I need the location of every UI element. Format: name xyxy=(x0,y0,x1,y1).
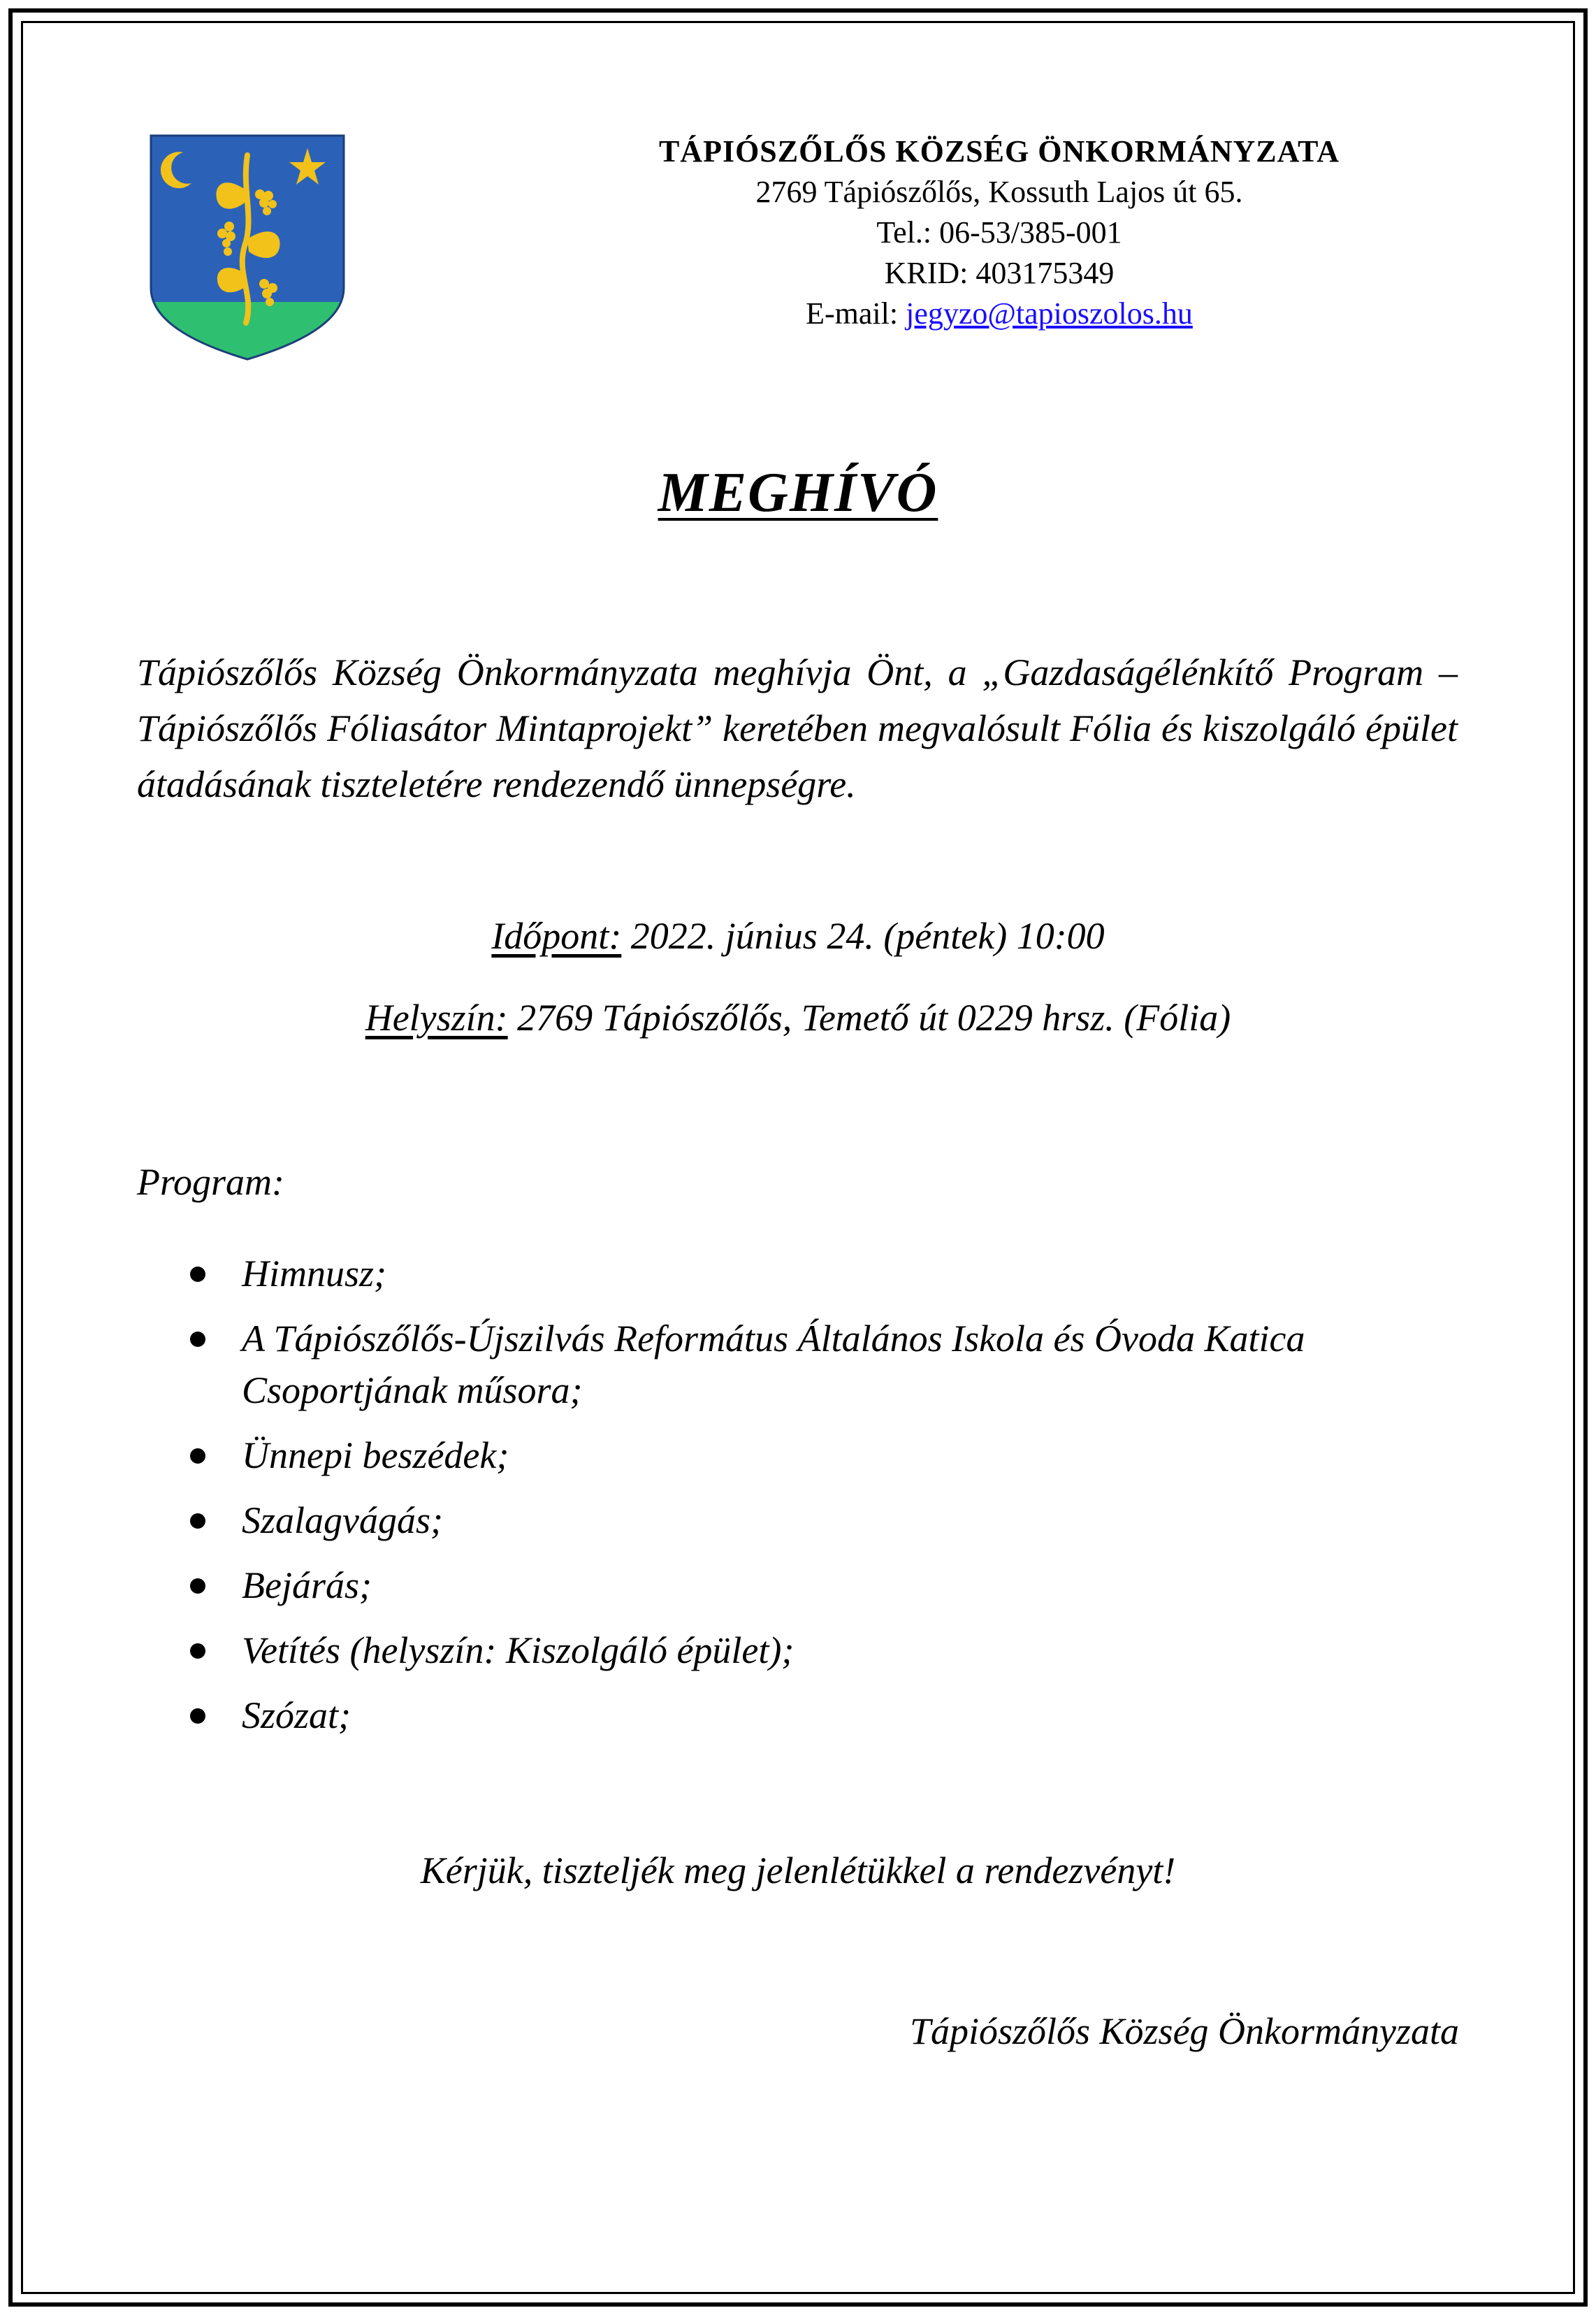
program-item-text: Ünnepi beszédek; xyxy=(242,1434,509,1476)
program-item xyxy=(137,1559,1458,1611)
organization-email-row xyxy=(545,294,1453,334)
organization-krid: KRID: 403175349 xyxy=(884,256,1115,290)
bullet-icon xyxy=(190,1643,205,1659)
event-place-value: 2769 Tápiószőlős, Temető út 0229 hrsz. (Fólia) xyxy=(517,997,1231,1039)
organization-phone: Tel.: 06-53/385-001 xyxy=(876,215,1122,250)
event-time-value: 2022. június 24. (péntek) 10:00 xyxy=(630,915,1105,957)
event-time-label: Időpont: xyxy=(491,915,622,957)
bullet-icon xyxy=(190,1448,205,1464)
program-item xyxy=(137,1313,1458,1416)
bullet-icon xyxy=(190,1578,205,1594)
document-title: MEGHÍVÓ xyxy=(658,462,938,524)
program-item-text: Szalagvágás; xyxy=(242,1499,443,1541)
program-item-text: Himnusz; xyxy=(242,1253,387,1294)
event-place-row xyxy=(0,996,1596,1039)
bullet-icon xyxy=(190,1708,205,1724)
coat-of-arms-icon xyxy=(150,134,345,361)
event-time-row xyxy=(0,914,1596,958)
signature: Tápiószőlős Község Önkormányzata xyxy=(909,2010,1459,2052)
bullet-icon xyxy=(190,1267,205,1282)
closing-sentence: Kérjük, tiszteljék meg jelenlétükkel a rendezvényt! xyxy=(420,1849,1176,1891)
event-place-label: Helyszín: xyxy=(365,997,508,1039)
program-item xyxy=(137,1429,1458,1481)
program-item-text: Bejárás; xyxy=(242,1564,372,1606)
program-item xyxy=(137,1248,1458,1299)
letterhead xyxy=(545,131,1453,334)
program-item xyxy=(137,1494,1458,1546)
program-label: Program: xyxy=(137,1161,284,1203)
page-border-inner xyxy=(21,21,1575,2294)
bullet-icon xyxy=(190,1332,205,1347)
email-link[interactable]: jegyzo@tapioszolos.hu xyxy=(906,296,1193,331)
invitation-paragraph: Tápiószőlős Község Önkormányzata meghívja Önt, a „Gazdaságélénkítő Program – Tápiószőlős Fóliasátor Mintaprojekt” keretében megvalósult Fólia és kiszolgáló épület átadásának tiszteletére rendezendő ünnepségre. xyxy=(137,651,1458,805)
program-item-text: Szózat; xyxy=(242,1694,351,1736)
organization-address: 2769 Tápiószőlős, Kossuth Lajos út 65. xyxy=(755,175,1243,209)
program-list xyxy=(137,1248,1458,1754)
bullet-icon xyxy=(190,1513,205,1529)
program-item xyxy=(137,1689,1458,1741)
program-item-text: A Tápiószőlős-Újszilvás Református Általános Iskola és Óvoda Katica Csoportjának műsora; xyxy=(242,1318,1305,1411)
organization-name: TÁPIÓSZŐLŐS KÖZSÉG ÖNKORMÁNYZATA xyxy=(658,134,1340,168)
program-item-text: Vetítés (helyszín: Kiszolgáló épület); xyxy=(242,1629,795,1671)
email-label: E-mail: xyxy=(806,296,906,331)
program-item xyxy=(137,1624,1458,1676)
